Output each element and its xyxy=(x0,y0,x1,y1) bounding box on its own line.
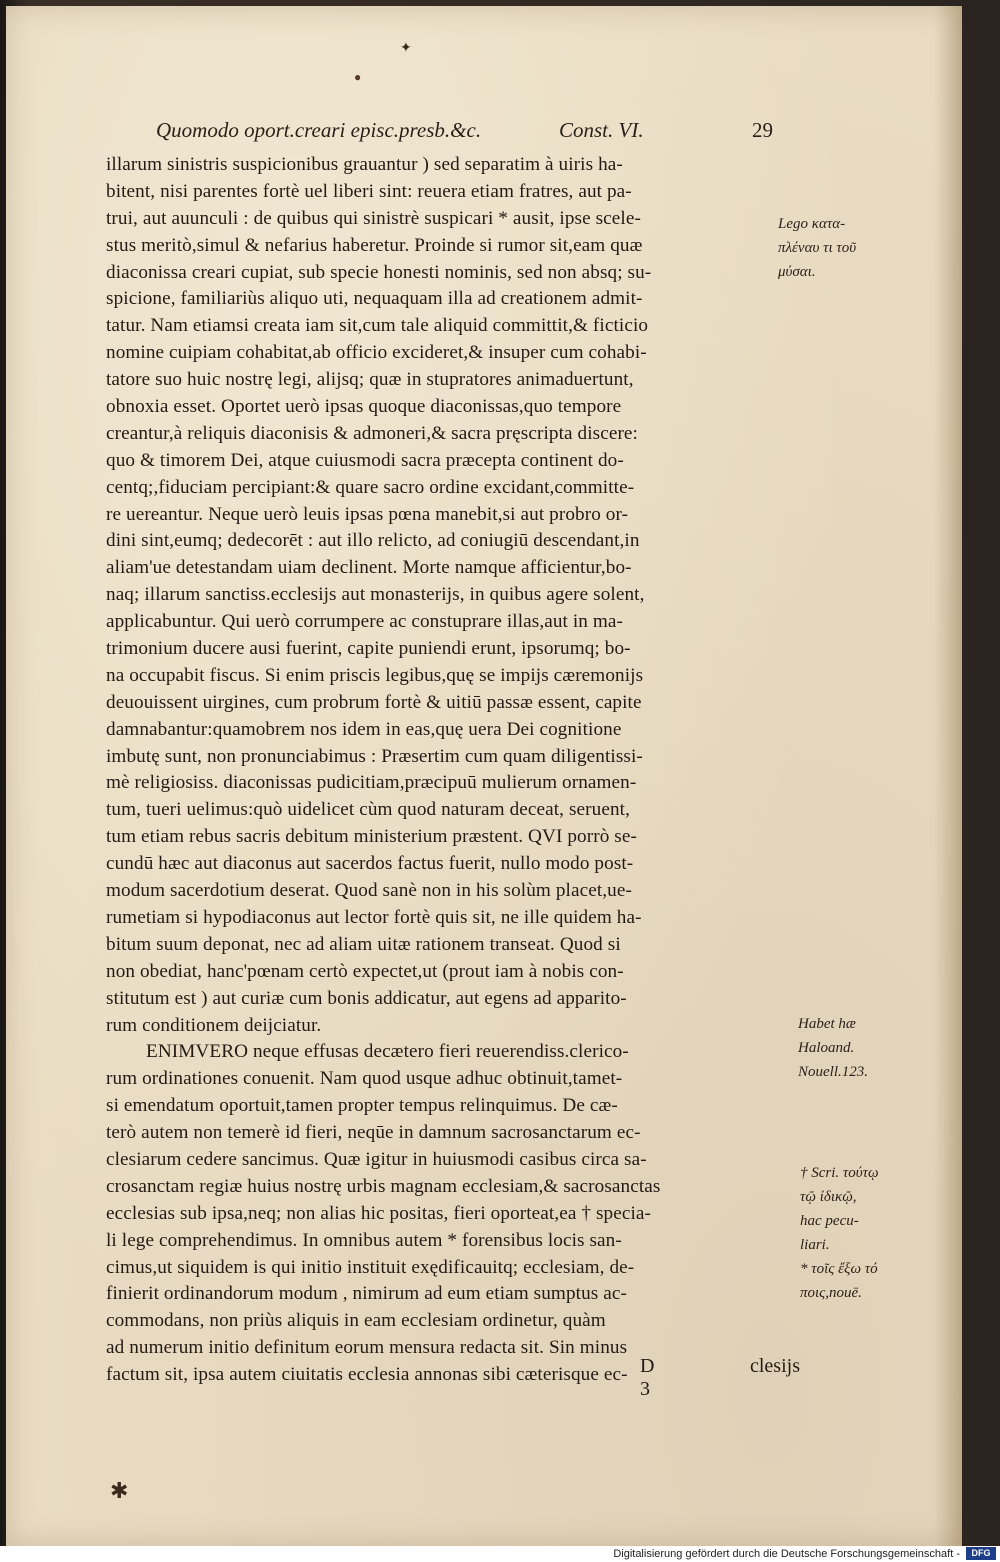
digitization-credit: Digitalisierung gefördert durch die Deutsche Forschungsgemeinschaft - xyxy=(613,1548,960,1560)
text-line: rumetiam si hypodiaconus aut lector fortè quis sit, ne ille quidem ha- xyxy=(106,906,642,928)
margin-note-line: πλέναυ τι τοῦ xyxy=(778,240,857,256)
text-line: mè religiosiss. diaconissas pudicitiam,præcipuū mulierum ornamen- xyxy=(106,772,637,794)
text-line: tatore suo huic nostrę legi, alijsq; quæ in stupratores animaduertunt, xyxy=(106,369,634,391)
catchword: clesijs xyxy=(750,1355,800,1377)
text-line: diaconissa creari cupiat, sub specie honesti nominis, sed non absq; su- xyxy=(106,261,652,283)
dfg-logo: DFG xyxy=(966,1547,996,1560)
text-line: ad numerum initio definitum eorum mensura redacta sit. Sin minus xyxy=(106,1337,628,1359)
margin-note-line: Haloand. xyxy=(798,1040,855,1056)
margin-note-haloander xyxy=(798,1012,868,1084)
margin-note-greek-reading xyxy=(778,212,856,284)
text-line: bitent, nisi parentes fortè uel liberi sint: reuera etiam fratres, aut pa- xyxy=(106,180,632,202)
ink-mark-top: ✦ xyxy=(400,41,412,56)
margin-note-line: μύσαι. xyxy=(778,264,816,280)
text-line: damnabantur:quamobrem nos idem in eas,quę uera Dei cognitione xyxy=(106,718,622,740)
text-line: commodans, non priùs aliquis in eam ecclesiam ordinetur, quàm xyxy=(106,1310,606,1332)
text-line: deuouissent uirgines, cum probrum fortè & uitiū passæ essent, capite xyxy=(106,691,642,713)
text-line: crosanctam regiæ huius nostrę urbis magnam ecclesiam,& sacrosanctas xyxy=(106,1175,661,1197)
ink-mark-bottom: ✱ xyxy=(110,1478,129,1503)
text-line: cimus,ut siquidem is qui initio instituit exędificauitq; ecclesiam, de- xyxy=(106,1256,635,1278)
text-line: spicione, familiariùs aliquo uti, nequaquam illa ad creationem admit- xyxy=(106,288,643,310)
text-line: stus meritò,simul & nefarius haberetur. Proinde si rumor sit,eam quæ xyxy=(106,234,643,256)
text-line: clesiarum cedere sancimus. Quæ igitur in huiusmodi casibus circa sa- xyxy=(106,1148,647,1170)
margin-note-variant-readings xyxy=(800,1161,879,1305)
signature-mark: D 3 xyxy=(640,1355,655,1400)
text-line: trui, aut auunculi : de quibus qui sinistrè suspicari * ausit, ipse scele- xyxy=(106,207,641,229)
text-line: nomine cuipiam cohabitat,ab officio excideret,& insuper cum cohabi- xyxy=(106,342,647,364)
text-line: ecclesias sub ipsa,neq; non alias hic positas, fieri oporteat,ea † specia- xyxy=(106,1202,651,1224)
text-line: si emendatum oportuit,tamen propter tempus relinquimus. De cæ- xyxy=(106,1095,618,1117)
text-line: aliam'ue detestandam uiam declinent. Morte namque afficientur,bo- xyxy=(106,557,632,579)
text-line: cundū hæc aut diaconus aut sacerdos factus fuerit, nullo modo post- xyxy=(106,853,634,875)
text-line: tum etiam rebus sacris debitum ministerium præstent. QVI porrò se- xyxy=(106,826,637,848)
text-line: factum sit, ipsa autem ciuitatis ecclesia annonas sibi cæterisque ec- xyxy=(106,1364,628,1386)
margin-note-line: * τοῖς ἔξω τό xyxy=(800,1261,878,1277)
text-line: applicabuntur. Qui uerò corrumpere ac constuprare illas,aut in ma- xyxy=(106,611,624,633)
text-line: quo & timorem Dei, atque cuiusmodi sacra præcepta continent do- xyxy=(106,449,624,471)
margin-note-line: Lego κατα- xyxy=(778,216,846,232)
running-title: Quomodo oport.creari episc.presb.&c. xyxy=(156,118,482,142)
text-line: naq; illarum sanctiss.ecclesijs aut monasterijs, in quibus agere solent, xyxy=(106,584,645,606)
text-line: dini sint,eumq; dedecorēt : aut illo relicto, ad coniugiū descendant,in xyxy=(106,530,640,552)
text-line: tum, tueri uelimus:quò uidelicet cùm quod naturam deceat, seruent, xyxy=(106,799,630,821)
text-line: li lege comprehendimus. In omnibus autem * forensibus locis san- xyxy=(106,1229,622,1251)
text-line: illarum sinistris suspicionibus grauantur ) sed separatim à uiris ha- xyxy=(106,154,623,175)
text-line: finierit ordinandorum modum , nimirum ad eum etiam sumptus ac- xyxy=(106,1283,627,1305)
text-line: re uereantur. Neque uerò leuis ipsas pœna manebit,si aut probro or- xyxy=(106,503,629,525)
text-line: creantur,à reliquis diaconisis & admoneri,& sacra pręscripta discere: xyxy=(106,422,638,444)
text-line: stitutum est ) aut curiæ cum bonis addicatur, aut egens ad apparito- xyxy=(106,987,627,1009)
text-line: non obediat, hanc'pœnam certò expectet,ut (prout iam à nobis con- xyxy=(106,960,624,982)
book-page xyxy=(6,6,962,1546)
text-line: obnoxia esset. Oportet uerò ipsas quoque diaconissas,quo tempore xyxy=(106,396,622,418)
running-header xyxy=(156,118,796,148)
page-spine-shadow xyxy=(934,6,962,1546)
text-line: centq;,fiduciam percipiant:& quare sacro ordine excidant,committe- xyxy=(106,476,635,498)
main-text-block xyxy=(106,152,786,1389)
margin-note-line: Nouell.123. xyxy=(798,1064,868,1080)
text-line: tatur. Nam etiamsi creata iam sit,cum tale aliquid committit,& ficticio xyxy=(106,315,649,337)
constitution-number: Const. VI. xyxy=(559,118,644,142)
text-line: bitum suum deponat, nec ad aliam uitæ rationem transeat. Quod si xyxy=(106,933,621,955)
text-line: trimonium ducere ausi fuerint, capite puniendi erunt, ipsorumq; bo- xyxy=(106,638,631,660)
margin-note-line: liari. xyxy=(800,1237,830,1253)
text-line: rum conditionem deijciatur. xyxy=(106,1014,322,1036)
text-line: rum ordinationes conuenit. Nam quod usque adhuc obtinuit,tamet- xyxy=(106,1068,623,1090)
margin-note-line: Habet hæ xyxy=(798,1016,856,1032)
margin-note-line: † Scri. τούτῳ xyxy=(800,1165,879,1181)
text-line: terò autem non temerè id fieri, neqūe in damnum sacrosanctarum ec- xyxy=(106,1122,641,1144)
page-number: 29 xyxy=(752,118,773,142)
margin-note-line: hac pecu- xyxy=(800,1213,859,1229)
ink-spot: ● xyxy=(354,70,362,84)
margin-note-line: ποις,nouē. xyxy=(800,1285,862,1301)
text-line: modum sacerdotium deserat. Quod sanè non in his solùm placet,ue- xyxy=(106,880,632,902)
text-line: imbutę sunt, non pronunciabimus : Præsertim cum quam diligentissi- xyxy=(106,745,643,767)
margin-note-line: τῷ ἰδικῷ, xyxy=(800,1189,857,1205)
text-line: ENIMVERO neque effusas decætero fieri reuerendiss.clerico- xyxy=(146,1041,629,1063)
text-line: na occupabit fiscus. Si enim priscis legibus,quę se impijs cæremonijs xyxy=(106,664,644,686)
